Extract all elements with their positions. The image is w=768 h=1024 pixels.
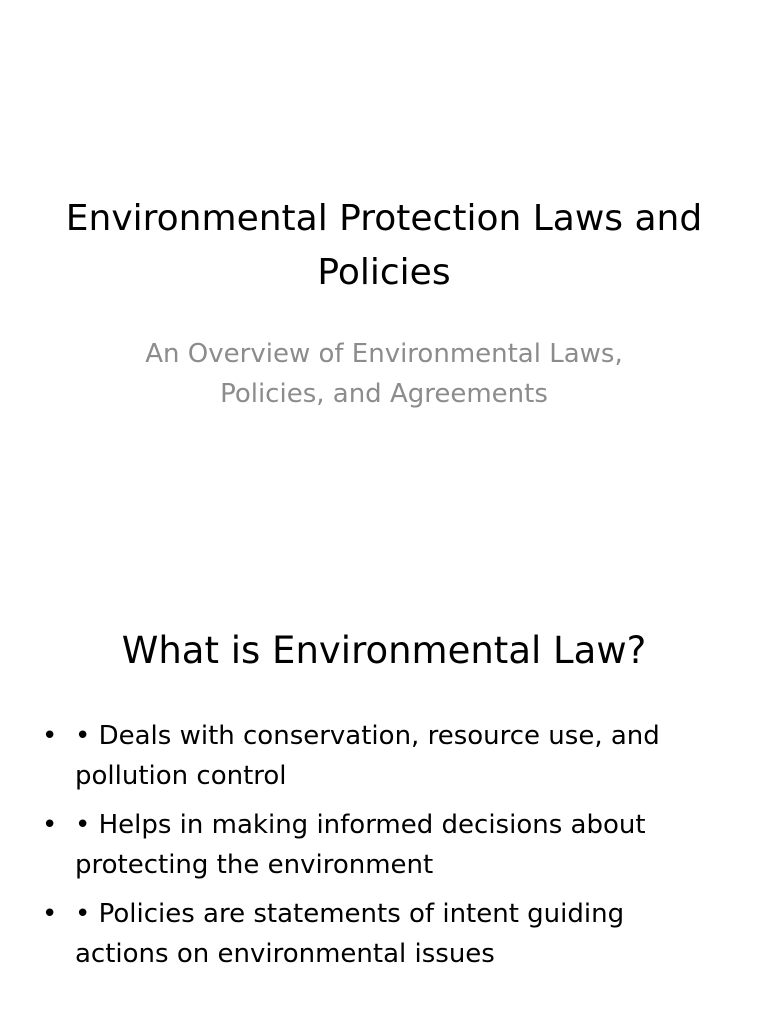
bullet-item <box>38 716 718 796</box>
bullet-marker-icon: • <box>42 899 58 929</box>
slide-subtitle: An Overview of Environmental Laws, Policies, and Agreements <box>145 339 623 409</box>
bullet-item <box>38 894 718 974</box>
slide-title: Environmental Protection Laws and Policies <box>65 198 703 293</box>
slide-title: What is Environmental Law? <box>121 629 647 672</box>
bullet-item <box>38 805 718 885</box>
bullet-marker-icon: • <box>42 810 58 840</box>
bullet-text: • Helps in making informed decisions about protecting the environment <box>75 810 646 880</box>
bullet-marker-icon: • <box>42 721 58 751</box>
content-slide <box>0 576 768 1024</box>
bullet-text: • Deals with conservation, resource use, and pollution control <box>75 721 660 791</box>
bullet-list <box>38 716 718 983</box>
bullet-text: • Policies are statements of intent guiding actions on environmental issues <box>75 899 625 969</box>
